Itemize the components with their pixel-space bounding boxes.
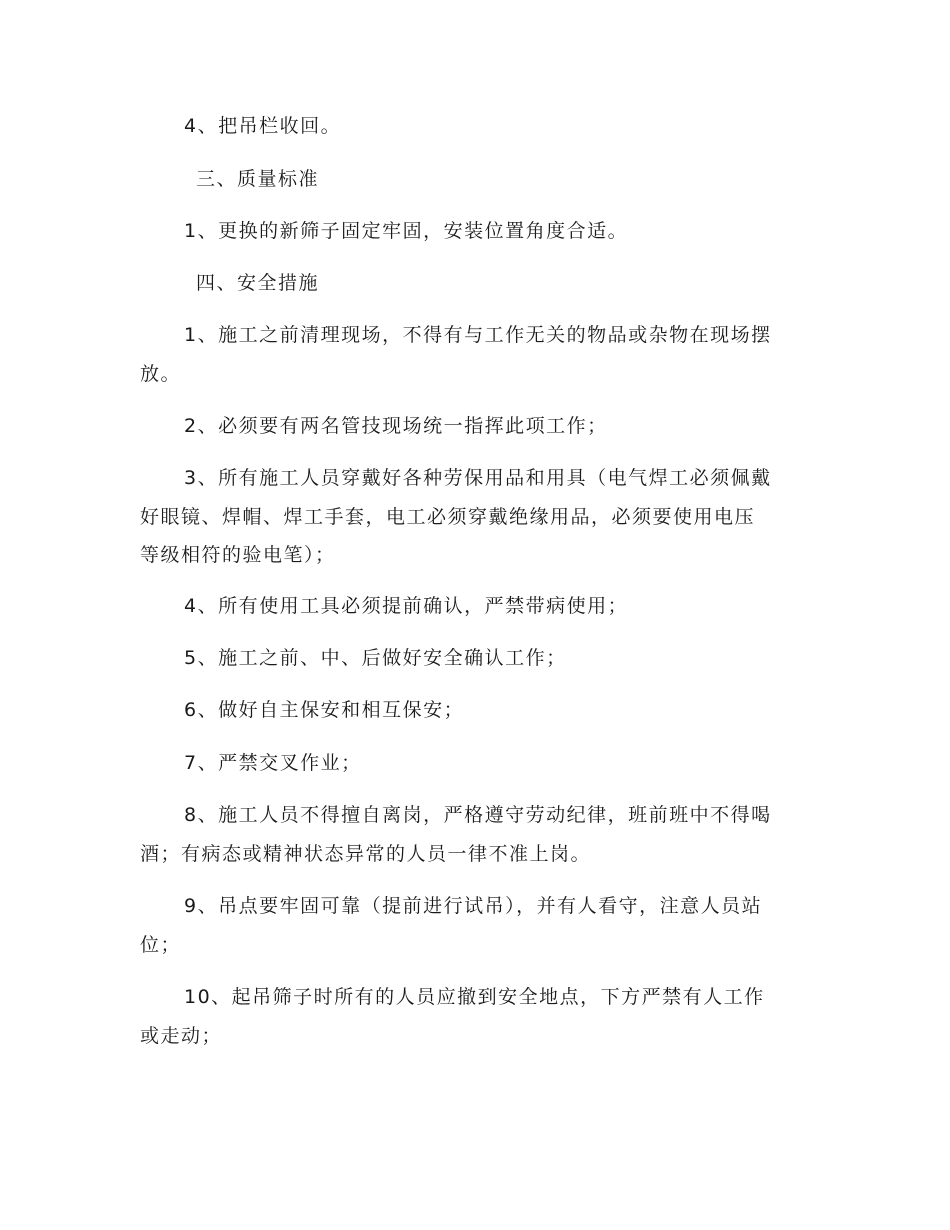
text-line: 7、严禁交叉作业； bbox=[184, 752, 362, 774]
text-line: 等级相符的验电笔）； bbox=[140, 544, 336, 566]
text-line: 4、所有使用工具必须提前确认，严禁带病使用； bbox=[184, 595, 629, 617]
text-line: 9、吊点要牢固可靠（提前进行试吊），并有人看守，注意人员站 bbox=[184, 895, 763, 917]
text-line: 或走动； bbox=[140, 1025, 223, 1047]
text-line: 好眼镜、焊帽、焊工手套，电工必须穿戴绝缘用品，必须要使用电压 bbox=[140, 506, 756, 528]
text-line: 放。 bbox=[140, 363, 182, 385]
section-heading: 三、质量标准 bbox=[196, 168, 320, 190]
text-line: 1、施工之前清理现场，不得有与工作无关的物品或杂物在现场摆 bbox=[184, 324, 772, 346]
text-line: 8、施工人员不得擅自离岗，严格遵守劳动纪律，班前班中不得喝 bbox=[184, 804, 772, 826]
section-heading: 四、安全措施 bbox=[196, 272, 320, 294]
text-line: 10、起吊筛子时所有的人员应撤到安全地点，下方严禁有人工作 bbox=[184, 986, 765, 1008]
text-line: 1、更换的新筛子固定牢固，安装位置角度合适。 bbox=[184, 220, 629, 242]
text-line: 6、做好自主保安和相互保安； bbox=[184, 699, 465, 721]
text-line: 位； bbox=[140, 934, 182, 956]
text-line: 5、施工之前、中、后做好安全确认工作； bbox=[184, 647, 567, 669]
text-line: 4、把吊栏收回。 bbox=[184, 115, 342, 137]
text-line: 3、所有施工人员穿戴好各种劳保用品和用具（电气焊工必须佩戴 bbox=[184, 467, 772, 489]
text-line: 2、必须要有两名管技现场统一指挥此项工作； bbox=[184, 415, 608, 437]
text-line: 酒；有病态或精神状态异常的人员一律不准上岗。 bbox=[140, 843, 592, 865]
